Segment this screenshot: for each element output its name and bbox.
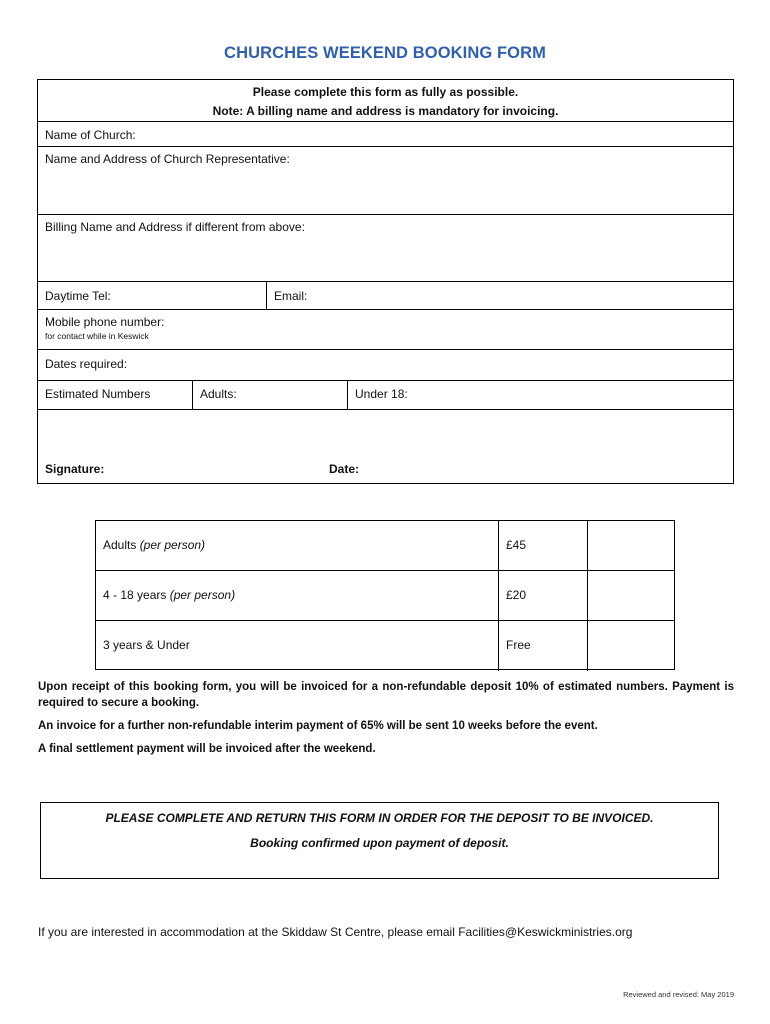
price-row-label xyxy=(103,588,235,602)
form-intro xyxy=(38,80,733,122)
church-name-field[interactable] xyxy=(38,122,733,147)
quantity-cell[interactable] xyxy=(587,621,674,671)
price-row-label xyxy=(103,538,205,552)
price-category: Adults xyxy=(103,538,140,552)
price-row-label xyxy=(103,638,190,652)
form-intro-line2: Note: A billing name and address is mandatory for invoicing. xyxy=(212,104,559,118)
price-category: 3 years & Under xyxy=(103,638,190,652)
signature-field[interactable] xyxy=(38,410,321,483)
under18-field[interactable] xyxy=(347,381,733,409)
adults-field[interactable] xyxy=(192,381,347,409)
quantity-cell[interactable] xyxy=(587,571,674,620)
daytime-tel-label: Daytime Tel: xyxy=(45,289,111,303)
estimated-numbers-cell xyxy=(38,381,192,409)
interim-payment-info: An invoice for a further non-refundable interim payment of 65% will be sent 10 weeks before the event. xyxy=(38,720,598,732)
email-field[interactable] xyxy=(266,282,733,309)
date-label: Date: xyxy=(329,462,360,476)
daytime-tel-field[interactable] xyxy=(38,282,266,309)
under18-label: Under 18: xyxy=(355,387,408,401)
price-row xyxy=(96,571,674,621)
price-row xyxy=(96,521,674,571)
church-name-label: Name of Church: xyxy=(45,128,136,142)
representative-label: Name and Address of Church Representative: xyxy=(45,152,290,166)
revision-note: Reviewed and revised: May 2019 xyxy=(623,990,734,999)
email-label: Email: xyxy=(274,289,308,303)
adults-label: Adults: xyxy=(200,387,237,401)
return-notice-box xyxy=(40,802,719,879)
return-notice-line2: Booking confirmed upon payment of deposit. xyxy=(250,836,509,850)
signature-row xyxy=(38,410,733,483)
estimated-numbers-label: Estimated Numbers xyxy=(45,387,151,401)
billing-field[interactable] xyxy=(38,215,733,282)
deposit-info: Upon receipt of this booking form, you will be invoiced for a non-refundable deposit 10% of estimated numbers. Payment is required to secure a booking. xyxy=(38,681,734,709)
price-value: Free xyxy=(506,638,531,652)
price-cell xyxy=(498,571,587,620)
mobile-note: for contact while in Keswick xyxy=(45,331,149,341)
mobile-field[interactable] xyxy=(38,310,733,350)
estimated-numbers-row xyxy=(38,381,733,410)
price-value: £45 xyxy=(506,538,527,552)
billing-label: Billing Name and Address if different from above: xyxy=(45,220,305,234)
date-field[interactable] xyxy=(321,410,733,483)
price-value: £20 xyxy=(506,588,527,602)
price-row xyxy=(96,621,674,671)
price-cell xyxy=(498,521,587,570)
price-table xyxy=(95,520,675,670)
return-notice-line1: PLEASE COMPLETE AND RETURN THIS FORM IN ORDER FOR THE DEPOSIT TO BE INVOICED. xyxy=(105,811,654,825)
dates-label: Dates required: xyxy=(45,357,128,371)
accommodation-note: If you are interested in accommodation at the Skiddaw St Centre, please email Facilities@Keswickministries.org xyxy=(38,925,633,939)
dates-field[interactable] xyxy=(38,350,733,381)
representative-field[interactable] xyxy=(38,147,733,215)
final-settlement-info: A final settlement payment will be invoiced after the weekend. xyxy=(38,743,376,755)
price-qualifier: (per person) xyxy=(169,588,236,602)
contact-row xyxy=(38,282,733,310)
mobile-label: Mobile phone number: xyxy=(45,315,165,329)
form-intro-line1: Please complete this form as fully as possible. xyxy=(252,85,519,99)
booking-form xyxy=(37,79,734,484)
price-category: 4 - 18 years xyxy=(103,588,170,602)
page-title: CHURCHES WEEKEND BOOKING FORM xyxy=(224,44,546,62)
price-cell xyxy=(498,621,587,671)
signature-label: Signature: xyxy=(45,462,105,476)
quantity-cell[interactable] xyxy=(587,521,674,570)
price-qualifier: (per person) xyxy=(139,538,206,552)
